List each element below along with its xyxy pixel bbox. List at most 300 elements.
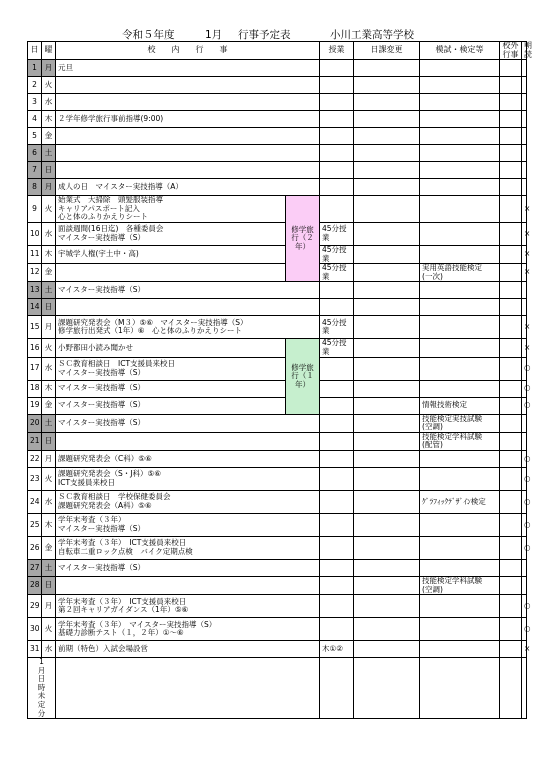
morning-reading-mark: ○ (522, 467, 527, 490)
school-event: 学年末考査（３年） ICT支援員来校日 第２回キャリアガイダンス（1年）⑤⑥ (56, 595, 320, 618)
lessons-cell (320, 196, 354, 223)
lessons-cell (320, 282, 354, 299)
morning-reading-mark: × (522, 264, 527, 282)
exam-cell: 情報技術検定 (420, 397, 500, 414)
title-month: 1月 (205, 29, 223, 41)
col-day: 日 (28, 42, 42, 60)
day-change-cell (354, 432, 420, 450)
day-of-week: 日 (42, 299, 56, 316)
day-number: 30 (28, 618, 42, 641)
schedule-row (28, 380, 527, 397)
outside-event-cell (500, 282, 522, 299)
day-change-cell (354, 162, 420, 179)
day-of-week: 土 (42, 559, 56, 576)
title-document: 行事予定表 (238, 29, 291, 41)
day-number: 29 (28, 595, 42, 618)
schedule-row (28, 414, 527, 432)
exam-cell (420, 357, 500, 380)
exam-cell (420, 128, 500, 145)
exam-cell (420, 641, 500, 658)
morning-reading-mark: × (522, 316, 527, 339)
lessons-cell (320, 559, 354, 576)
outside-event-cell (500, 641, 522, 658)
lessons-cell (320, 513, 354, 536)
outside-event-cell (500, 576, 522, 594)
day-of-week: 金 (42, 397, 56, 414)
outside-event-cell (500, 559, 522, 576)
outside-event-cell (500, 245, 522, 263)
morning-reading-mark (522, 77, 527, 94)
day-number: 14 (28, 299, 42, 316)
day-change-cell (354, 111, 420, 128)
morning-reading-mark (522, 414, 527, 432)
day-of-week: 木 (42, 380, 56, 397)
outside-event-cell (500, 60, 522, 77)
school-event: 課題研究発表会（S・J科）⑤⑥ ICT支援員来校日 (56, 467, 320, 490)
schedule-row (28, 77, 527, 94)
day-number: 17 (28, 357, 42, 380)
lessons-cell (320, 299, 354, 316)
day-of-week: 木 (42, 513, 56, 536)
schedule-row (28, 111, 527, 128)
school-event (56, 77, 320, 94)
day-number: 28 (28, 576, 42, 594)
school-event: ＳＣ教育相談日 学校保健委員会 課題研究発表会（A科）⑤⑥ (56, 490, 320, 513)
lessons-cell (320, 77, 354, 94)
outside-event-cell (500, 128, 522, 145)
morning-reading-mark: ○ (522, 380, 527, 397)
schedule-row (28, 490, 527, 513)
day-change-cell (354, 77, 420, 94)
schedule-row (28, 316, 527, 339)
school-event (56, 128, 320, 145)
col-dow: 曜 (42, 42, 56, 60)
outside-event-cell (500, 513, 522, 536)
col-outside: 校外行事 (500, 42, 522, 60)
day-number: 4 (28, 111, 42, 128)
school-event: マイスター実技指導（S） (56, 397, 286, 414)
outside-event-cell (500, 357, 522, 380)
schedule-row (28, 397, 527, 414)
exam-cell (420, 60, 500, 77)
morning-reading-mark: ○ (522, 357, 527, 380)
schedule-row (28, 179, 527, 196)
exam-cell (420, 196, 500, 223)
undecided-char: 未 (37, 691, 46, 701)
day-of-week: 日 (42, 576, 56, 594)
day-number: 3 (28, 94, 42, 111)
day-of-week: 水 (42, 641, 56, 658)
undecided-char: 定 (37, 700, 46, 710)
col-day-change: 日課変更 (354, 42, 420, 60)
schedule-row (28, 559, 527, 576)
undecided-label (28, 658, 56, 719)
day-change-cell (354, 559, 420, 576)
outside-event-cell (500, 432, 522, 450)
day-change-cell (354, 576, 420, 594)
exam-cell (420, 145, 500, 162)
lessons-cell (320, 450, 354, 467)
day-of-week: 日 (42, 162, 56, 179)
day-number: 20 (28, 414, 42, 432)
morning-reading-mark (522, 162, 527, 179)
col-exams: 模試・検定等 (420, 42, 500, 60)
undecided-events (56, 658, 320, 719)
school-event: 前期（特色）入試会場設営 (56, 641, 320, 658)
day-number: 5 (28, 128, 42, 145)
school-event: 元旦 (56, 60, 320, 77)
day-of-week: 土 (42, 414, 56, 432)
school-event: 小野都田小読み聞かせ (56, 339, 286, 357)
lessons-cell: 45分授業 (320, 264, 354, 282)
day-change-cell (354, 299, 420, 316)
day-number: 22 (28, 450, 42, 467)
schedule-row (28, 339, 527, 357)
exam-cell (420, 77, 500, 94)
school-event (56, 94, 320, 111)
day-of-week: 火 (42, 77, 56, 94)
day-change-cell (354, 536, 420, 559)
schedule-row (28, 618, 527, 641)
outside-event-cell (500, 111, 522, 128)
lessons-cell (320, 179, 354, 196)
lessons-cell (320, 357, 354, 380)
schedule-table (27, 41, 533, 719)
title-era: 令和５年度 (122, 29, 175, 41)
day-number: 7 (28, 162, 42, 179)
morning-reading-mark: ○ (522, 595, 527, 618)
outside-event-cell (500, 264, 522, 282)
undecided-char: 1 (39, 657, 44, 667)
schedule-row (28, 60, 527, 77)
lessons-cell (320, 490, 354, 513)
title-school: 小川工業高等学校 (330, 29, 414, 41)
day-change-cell (354, 222, 420, 245)
day-change-cell (354, 357, 420, 380)
day-number: 1 (28, 60, 42, 77)
day-change-cell (354, 245, 420, 263)
day-of-week: 土 (42, 145, 56, 162)
school-event (56, 576, 320, 594)
school-event: 課題研究発表会（C科）⑤⑥ (56, 450, 320, 467)
lessons-cell (320, 595, 354, 618)
day-change-cell (354, 145, 420, 162)
day-number: 27 (28, 559, 42, 576)
outside-event-cell (500, 179, 522, 196)
outside-event-cell (500, 196, 522, 223)
schedule-row (28, 245, 527, 263)
exam-cell: 技能検定学科試験 (空調) (420, 576, 500, 594)
outside-event-cell (500, 222, 522, 245)
day-change-cell (354, 179, 420, 196)
day-change-cell (354, 316, 420, 339)
day-of-week: 水 (42, 357, 56, 380)
exam-cell (420, 179, 500, 196)
outside-event-cell (500, 339, 522, 357)
day-of-week: 火 (42, 339, 56, 357)
school-event: マイスター実技指導（S） (56, 414, 320, 432)
school-event: 面談週間(16日迄) 各種委員会 マイスター実技指導（S） (56, 222, 286, 245)
day-change-cell (354, 380, 420, 397)
day-number: 15 (28, 316, 42, 339)
morning-reading-mark (522, 111, 527, 128)
schedule-row (28, 536, 527, 559)
day-number: 10 (28, 222, 42, 245)
day-number: 26 (28, 536, 42, 559)
lessons-cell: 45分授業 (320, 339, 354, 357)
undecided-char: 時 (37, 682, 46, 692)
day-of-week: 木 (42, 245, 56, 263)
day-number: 6 (28, 145, 42, 162)
exam-cell (420, 467, 500, 490)
schedule-row (28, 450, 527, 467)
day-number: 31 (28, 641, 42, 658)
school-event (56, 145, 320, 162)
outside-event-cell (500, 618, 522, 641)
exam-cell (420, 450, 500, 467)
day-number: 11 (28, 245, 42, 263)
day-change-cell (354, 414, 420, 432)
morning-reading-mark (522, 94, 527, 111)
exam-cell (420, 513, 500, 536)
morning-reading-mark: ○ (522, 450, 527, 467)
day-of-week: 月 (42, 60, 56, 77)
lessons-cell (320, 111, 354, 128)
exam-cell (420, 245, 500, 263)
schedule-row (28, 576, 527, 594)
outside-event-cell (500, 162, 522, 179)
lessons-cell (320, 618, 354, 641)
day-number: 12 (28, 264, 42, 282)
morning-reading-mark (522, 128, 527, 145)
trip-label-first-year: 修学旅行（１年） (286, 339, 320, 414)
undecided-char: 月 (37, 665, 46, 675)
day-of-week: 水 (42, 222, 56, 245)
exam-cell (420, 559, 500, 576)
outside-event-cell (500, 414, 522, 432)
exam-cell (420, 162, 500, 179)
undecided-empty-cell (354, 658, 420, 719)
school-event: 始業式 大掃除 頭髪服装指導 キャリアパスポート記入 心と体のふりかえりシート (56, 196, 286, 223)
day-of-week: 月 (42, 316, 56, 339)
exam-cell (420, 316, 500, 339)
exam-cell (420, 111, 500, 128)
morning-reading-mark (522, 559, 527, 576)
exam-cell: 技能検定学科試験 (配管) (420, 432, 500, 450)
day-change-cell (354, 450, 420, 467)
day-change-cell (354, 641, 420, 658)
schedule-row (28, 641, 527, 658)
schedule-row (28, 357, 527, 380)
undecided-empty-cell (420, 658, 500, 719)
outside-event-cell (500, 467, 522, 490)
morning-reading-mark (522, 299, 527, 316)
school-event: 学年末考査（３年） マイスター実技指導（S） 基礎力診断テスト（１，２年）①～⑥ (56, 618, 320, 641)
morning-reading-mark: ○ (522, 513, 527, 536)
morning-reading-mark: ○ (522, 490, 527, 513)
morning-reading-mark: ○ (522, 397, 527, 414)
morning-reading-mark: × (522, 222, 527, 245)
lessons-cell (320, 536, 354, 559)
morning-reading-mark (522, 179, 527, 196)
day-change-cell (354, 264, 420, 282)
exam-cell (420, 595, 500, 618)
lessons-cell: 45分授業 (320, 316, 354, 339)
exam-cell (420, 222, 500, 245)
day-of-week: 金 (42, 264, 56, 282)
exam-cell (420, 299, 500, 316)
school-event: ＳＣ教育相談日 ICT支援員来校日 マイスター実技指導（S） (56, 357, 286, 380)
morning-reading-mark (522, 282, 527, 299)
exam-cell (420, 94, 500, 111)
day-of-week: 水 (42, 490, 56, 513)
day-of-week: 木 (42, 111, 56, 128)
col-lessons: 授業 (320, 42, 354, 60)
morning-reading-mark: × (522, 245, 527, 263)
schedule-row (28, 196, 527, 223)
day-change-cell (354, 490, 420, 513)
school-event: 課題研究発表会（M３）⑤⑥ マイスター実技指導（S） 修学旅行出発式（1年）⑥ 心と体のふりかえりシート (56, 316, 320, 339)
school-event (56, 432, 320, 450)
day-of-week: 月 (42, 595, 56, 618)
day-number: 19 (28, 397, 42, 414)
day-number: 25 (28, 513, 42, 536)
morning-reading-mark: × (522, 196, 527, 223)
school-event: 宇城学人権(宇土中・高) (56, 245, 286, 263)
day-of-week: 火 (42, 618, 56, 641)
lessons-cell (320, 162, 354, 179)
lessons-cell (320, 60, 354, 77)
schedule-row (28, 467, 527, 490)
day-of-week: 土 (42, 282, 56, 299)
morning-reading-mark (522, 60, 527, 77)
schedule-row (28, 128, 527, 145)
day-change-cell (354, 60, 420, 77)
col-morning-reading: 朝読 (522, 42, 527, 60)
outside-event-cell (500, 450, 522, 467)
day-of-week: 金 (42, 536, 56, 559)
schedule-row (28, 282, 527, 299)
undecided-empty-cell (500, 658, 522, 719)
undecided-empty-cell (522, 658, 527, 719)
day-of-week: 火 (42, 196, 56, 223)
day-change-cell (354, 339, 420, 357)
exam-cell: 実用英語技能検定 (一次) (420, 264, 500, 282)
day-number: 18 (28, 380, 42, 397)
day-change-cell (354, 513, 420, 536)
lessons-cell: 木①② (320, 641, 354, 658)
school-event (56, 299, 320, 316)
school-event: マイスター実技指導（S） (56, 559, 320, 576)
day-of-week: 日 (42, 432, 56, 450)
day-change-cell (354, 618, 420, 641)
trip-label-second-year: 修学旅行（２年） (286, 196, 320, 282)
outside-event-cell (500, 536, 522, 559)
day-number: 21 (28, 432, 42, 450)
day-of-week: 金 (42, 128, 56, 145)
lessons-cell: 45分授業 (320, 222, 354, 245)
page-title (0, 28, 541, 42)
day-number: 24 (28, 490, 42, 513)
day-number: 2 (28, 77, 42, 94)
outside-event-cell (500, 299, 522, 316)
lessons-cell (320, 467, 354, 490)
outside-event-cell (500, 77, 522, 94)
exam-cell (420, 282, 500, 299)
day-change-cell (354, 94, 420, 111)
schedule-row (28, 513, 527, 536)
outside-event-cell (500, 316, 522, 339)
day-of-week: 月 (42, 179, 56, 196)
morning-reading-mark: ○ (522, 536, 527, 559)
day-change-cell (354, 467, 420, 490)
day-change-cell (354, 397, 420, 414)
day-of-week: 火 (42, 467, 56, 490)
undecided-char: 分 (37, 708, 46, 718)
outside-event-cell (500, 595, 522, 618)
day-change-cell (354, 282, 420, 299)
lessons-cell (320, 94, 354, 111)
lessons-cell (320, 576, 354, 594)
outside-event-cell (500, 397, 522, 414)
morning-reading-mark: × (522, 339, 527, 357)
lessons-cell (320, 414, 354, 432)
lessons-cell (320, 128, 354, 145)
day-number: 8 (28, 179, 42, 196)
school-event: ２学年修学旅行事前指導(9:00) (56, 111, 320, 128)
school-event (56, 162, 320, 179)
day-change-cell (354, 196, 420, 223)
lessons-cell (320, 397, 354, 414)
exam-cell: 技能検定実技試験 (空調) (420, 414, 500, 432)
schedule-row (28, 595, 527, 618)
day-of-week: 水 (42, 94, 56, 111)
exam-cell (420, 380, 500, 397)
outside-event-cell (500, 490, 522, 513)
morning-reading-mark (522, 145, 527, 162)
day-change-cell (354, 128, 420, 145)
exam-cell (420, 536, 500, 559)
school-event: マイスター実技指導（S） (56, 380, 286, 397)
lessons-cell: 45分授業 (320, 245, 354, 263)
schedule-row (28, 222, 527, 245)
schedule-row (28, 145, 527, 162)
exam-cell (420, 618, 500, 641)
day-of-week: 月 (42, 450, 56, 467)
day-number: 13 (28, 282, 42, 299)
lessons-cell (320, 145, 354, 162)
undecided-char: 日 (37, 674, 46, 684)
col-school-events: 校 内 行 事 (56, 42, 320, 60)
day-number: 9 (28, 196, 42, 223)
exam-cell: ｸﾞﾗﾌｨｯｸﾃﾞｻﾞｲﾝ検定 (420, 490, 500, 513)
exam-cell (420, 339, 500, 357)
schedule-row (28, 264, 527, 282)
schedule-row (28, 94, 527, 111)
morning-reading-mark: ○ (522, 618, 527, 641)
day-number: 16 (28, 339, 42, 357)
outside-event-cell (500, 380, 522, 397)
schedule-row (28, 432, 527, 450)
school-event: 成人の日 マイスター実技指導（A） (56, 179, 320, 196)
morning-reading-mark: × (522, 641, 527, 658)
school-event: 学年末考査（３年） マイスター実技指導（S） (56, 513, 320, 536)
outside-event-cell (500, 94, 522, 111)
lessons-cell (320, 380, 354, 397)
school-event (56, 264, 286, 282)
day-change-cell (354, 595, 420, 618)
schedule-row (28, 162, 527, 179)
